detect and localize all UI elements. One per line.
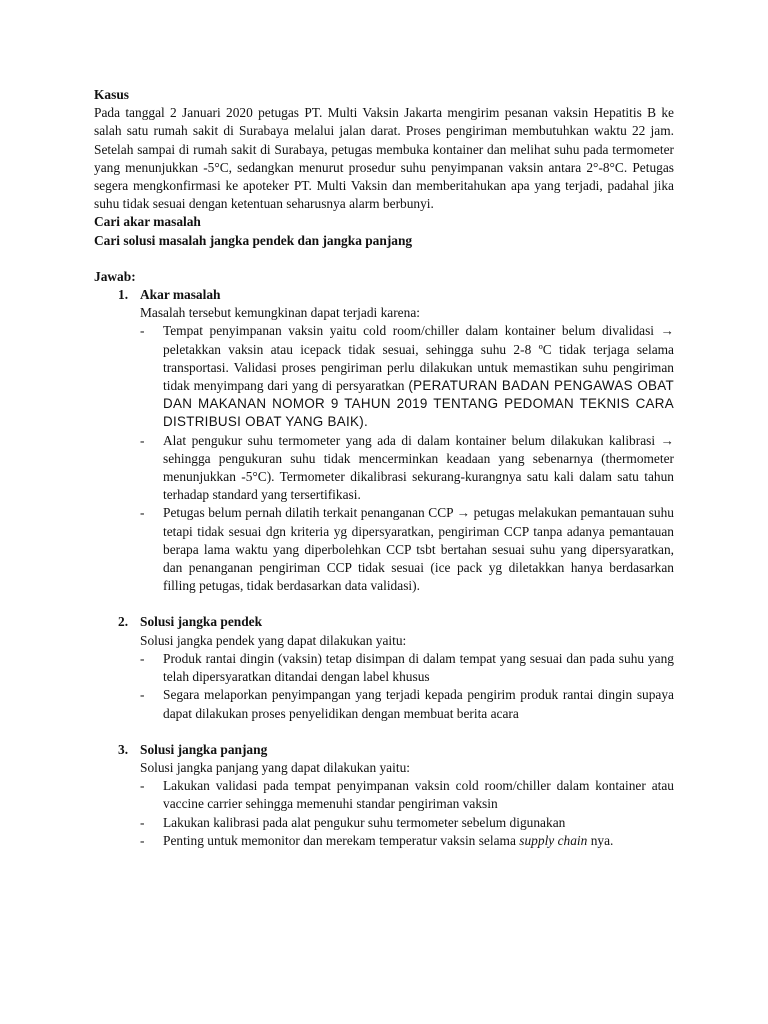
task-solutions: Cari solusi masalah jangka pendek dan jangka panjang [94, 232, 413, 248]
list-item [94, 432, 674, 505]
spacer [94, 595, 674, 613]
bullet-text: peletakkan vaksin atau icepack tidak sesuai, sehingga suhu 2-8 ºC tidak terjaga selama transportasi. Validasi proses pengiriman perlu dilakukan untuk memastikan suhu pengiriman tidak menyimpang dari yang di persyaratkan [163, 341, 674, 394]
list-item [94, 322, 674, 431]
bullet-text: Segara melaporkan penyimpangan yang terjadi kepada pengirim produk rantai dingin supaya dapat dilakukan proses penyelidikan dengan membuat berita acara [163, 687, 674, 721]
dash-bullet: - [140, 687, 145, 703]
list-item [94, 777, 674, 813]
arrow-icon: → [660, 432, 674, 448]
bullet-text: Lakukan kalibrasi pada alat pengukur suhu termometer sebelum digunakan [163, 814, 566, 830]
dash-bullet: - [140, 323, 145, 339]
section-title: Akar masalah [140, 287, 221, 303]
bullet-text: Alat pengukur suhu termometer yang ada di dalam kontainer belum dilakukan kalibrasi [163, 432, 656, 448]
regulation-reference: (PERATURAN BADAN PENGAWAS OBAT DAN MAKANAN NOMOR 9 TAHUN 2019 TENTANG PEDOMAN TEKNIS CARA DISTRIBUSI OBAT YANG BAIK). [163, 378, 674, 430]
jawab-heading: Jawab: [94, 268, 136, 284]
section-title: Solusi jangka panjang [140, 741, 268, 757]
bullet-text: Produk rantai dingin (vaksin) tetap disimpan di dalam tempat yang sesuai dan pada suhu yang telah dipersyaratkan ditandai dengan label khusus [163, 650, 674, 685]
section-solusi-jangka-pendek [94, 613, 674, 631]
dash-bullet: - [140, 505, 145, 521]
spacer [94, 250, 674, 268]
list-item [94, 832, 674, 850]
arrow-icon: → [456, 505, 471, 521]
dash-bullet: - [140, 832, 145, 848]
list-item [94, 650, 674, 686]
list-item [94, 814, 674, 832]
section-intro: Solusi jangka pendek yang dapat dilakukan yaitu: [140, 632, 407, 648]
dash-bullet: - [140, 778, 145, 794]
dash-bullet: - [140, 432, 145, 448]
dash-bullet: - [140, 650, 145, 666]
section-title: Solusi jangka pendek [140, 614, 263, 630]
bullet-text: Petugas belum pernah dilatih terkait penanganan CCP [163, 505, 454, 521]
kasus-body: Pada tanggal 2 Januari 2020 petugas PT. Multi Vaksin Jakarta mengirim pesanan vaksin Hepatitis B ke salah satu rumah sakit di Surabaya melalui jalan darat. Proses pengiriman membutuhkan waktu 22 jam. Setelah sampai di rumah sakit di Surabaya, petugas membuka kontainer dan melihat suhu pada termometer yang menunjukkan -5°C, sedangkan menurut prosedur suhu penyimpanan vaksin antara 2°-8°C. Petugas segera mengkonfirmasi ke apoteker PT. Multi Vaksin dan memberitahukan apa yang terjadi, padahal jika suhu tidak sesuai dengan ketentuan seharusnya alarm berbunyi. [94, 105, 674, 212]
arrow-icon: → [660, 323, 674, 339]
bullet-text: nya. [590, 832, 614, 848]
document-content [94, 86, 674, 850]
kasus-heading: Kasus [94, 87, 129, 102]
bullet-text: Lakukan validasi pada tempat penyimpanan vaksin cold room/chiller dalam kontainer atau vaccine carrier sehingga memenuhi standar pengiriman vaksin [163, 778, 674, 812]
bullet-text: sehingga pengukuran suhu tidak mencerminkan keadaan yang sebenarnya (thermometer menunjukkan -5°C). Termometer dikalibrasi sekurang-kurangnya satu kali dalam satu tahun terhadap standard yang tersertifikasi. [163, 450, 674, 503]
bullet-text: petugas melakukan pemantauan suhu tetapi tidak sesuai dgn kriteria yg dipersyaratkan, pengiriman CCP tanpa adanya pemantauan berapa lama waktu yang diperbolehkan CCP tsbt bertahan sesuai suhu yang dipersyaratkan, dan penanganan pengiriman CCP tidak sesuai (ice pack yg diletakkan hanya berdasarkan filling petugas, tidak berdasarkan data validasi). [163, 505, 675, 594]
list-item [94, 686, 674, 722]
section-intro: Solusi jangka panjang yang dapat dilakukan yaitu: [140, 759, 410, 775]
section-number: 2. [118, 614, 129, 630]
section-number: 1. [118, 287, 129, 303]
bullet-text: Tempat penyimpanan vaksin yaitu cold room/chiller dalam kontainer belum divalidasi [163, 323, 655, 339]
section-intro: Masalah tersebut kemungkinan dapat terjadi karena: [140, 305, 420, 321]
list-item [94, 504, 674, 595]
bullet-text: Penting untuk memonitor dan merekam temperatur vaksin selama [163, 832, 516, 848]
section-akar-masalah [94, 286, 674, 304]
spacer [94, 723, 674, 741]
italic-term: supply chain [519, 832, 588, 848]
section-solusi-jangka-panjang [94, 741, 674, 759]
section-number: 3. [118, 741, 129, 757]
dash-bullet: - [140, 814, 145, 830]
task-root-cause: Cari akar masalah [94, 214, 201, 230]
